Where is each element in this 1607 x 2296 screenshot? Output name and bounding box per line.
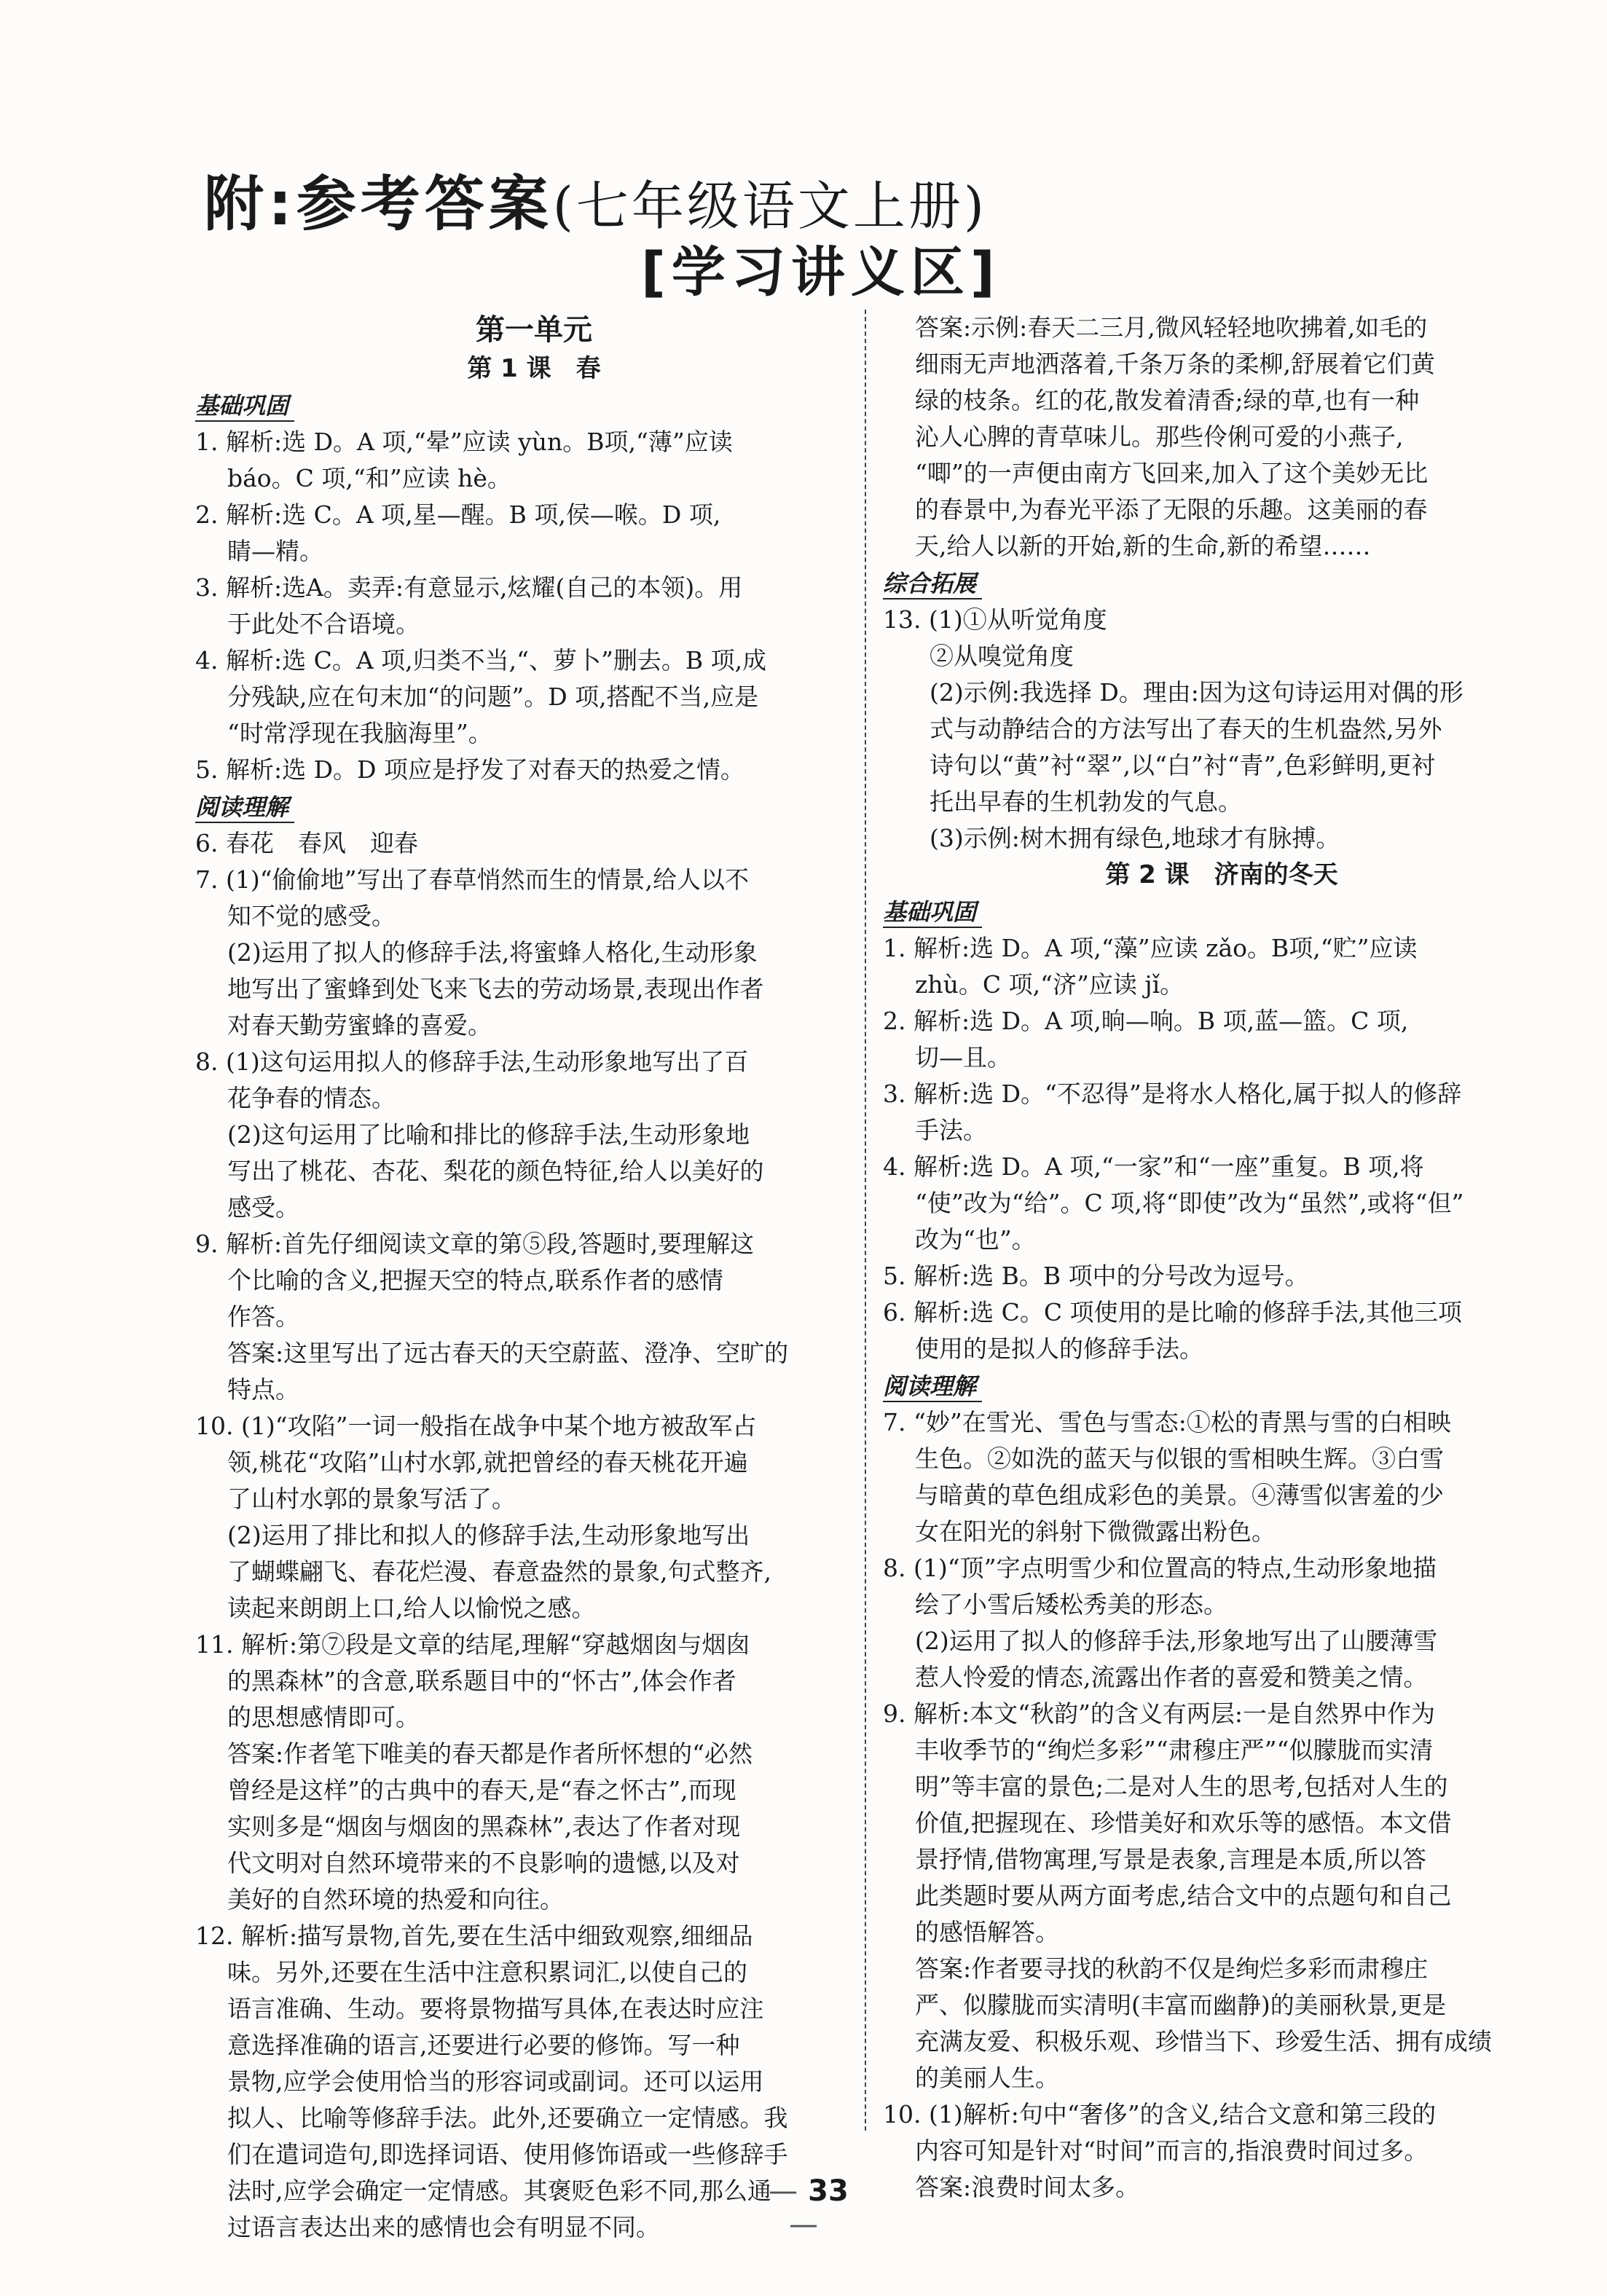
answer-line: 5. 解析:选 D。D 项应是抒发了对春天的热爱之情。 — [195, 755, 744, 784]
page-title: 附:参考答案(七年级语文上册) — [204, 170, 987, 239]
answer-line: 10. (1)“攻陷”一词一般指在战争中某个地方被敌军占 — [195, 1412, 757, 1440]
answer-line: 了山村水郭的景象写活了。 — [227, 1485, 516, 1513]
answer-line: 沁人心脾的青草味儿。那些伶俐可爱的小燕子, — [915, 422, 1404, 451]
answer-line: 充满友爱、积极乐观、珍惜当下、珍爱生活、拥有成绩 — [915, 2027, 1492, 2056]
answer-line: 13. (1)①从听觉角度 — [883, 605, 1107, 634]
answer-line: 12. 解析:描写景物,首先,要在生活中细致观察,细细品 — [195, 1922, 753, 1950]
lesson-title: 第 2 课 济南的冬天 — [1105, 860, 1338, 889]
answer-line: 与暗黄的草色组成彩色的美景。④薄雪似害羞的少 — [915, 1481, 1444, 1509]
answer-line: 拟人、比喻等修辞手法。此外,还要确立一定情感。我 — [227, 2104, 788, 2132]
answer-line: 领,桃花“攻陷”山村水郭,就把曾经的春天桃花开遍 — [227, 1448, 748, 1477]
answer-line: 8. (1)“顶”字点明雪少和位置高的特点,生动形象地描 — [883, 1554, 1437, 1582]
answer-line: 明”等丰富的景色;二是对人生的思考,包括对人生的 — [915, 1772, 1448, 1801]
answer-line: 代文明对自然环境带来的不良影响的遗憾,以及对 — [227, 1849, 740, 1877]
answer-line: 丰收季节的“绚烂多彩”“肃穆庄严”“似朦胧而实清 — [915, 1736, 1434, 1764]
answer-line: “唧”的一声便由南方飞回来,加入了这个美妙无比 — [915, 459, 1429, 487]
answer-line: (2)运用了拟人的修辞手法,将蜜蜂人格化,生动形象 — [227, 938, 758, 967]
answer-line: 7. (1)“偷偷地”写出了春草悄然而生的情景,给人以不 — [195, 865, 749, 894]
answer-line: 过语言表达出来的感情也会有明显不同。 — [227, 2213, 660, 2241]
answer-line: 感受。 — [227, 1193, 299, 1222]
answer-line: (2)运用了拟人的修辞手法,形象地写出了山腰薄雪 — [915, 1627, 1438, 1655]
answer-block — [883, 930, 1560, 1367]
answer-line: 绿的枝条。红的花,散发着清香;绿的草,也有一种 — [915, 386, 1420, 414]
lesson-title: 第 1 课 春 — [467, 354, 601, 383]
answer-block — [883, 1404, 1560, 2206]
answer-line: 手法。 — [915, 1116, 987, 1144]
answer-line: 8. (1)这句运用拟人的修辞手法,生动形象地写出了百 — [195, 1047, 749, 1076]
answer-line: 诗句以“黄”衬“翠”,以“白”衬“青”,色彩鲜明,更衬 — [930, 751, 1436, 779]
answer-block — [883, 602, 1560, 857]
answer-line: 的思想感情即可。 — [227, 1703, 420, 1731]
answer-line: 景物,应学会使用恰当的形容词或副词。还可以运用 — [227, 2067, 764, 2096]
answer-block — [195, 424, 873, 788]
answer-line: 托出早春的生机勃发的气息。 — [930, 787, 1242, 816]
answer-line: 答案:浪费时间太多。 — [915, 2173, 1140, 2201]
answer-line: 花争春的情态。 — [227, 1084, 396, 1112]
answer-line: 天,给人以新的开始,新的生命,新的希望…… — [915, 532, 1371, 560]
answer-line: 3. 解析:选 D。“不忍得”是将水人格化,属于拟人的修辞 — [883, 1080, 1462, 1108]
answer-line: 的美丽人生。 — [915, 2064, 1059, 2092]
answer-line: 曾经是这样”的古典中的春天,是“春之怀古”,而现 — [227, 1776, 736, 1804]
answer-line: 特点。 — [227, 1375, 299, 1404]
answer-line: 对春天勤劳蜜蜂的喜爱。 — [227, 1011, 492, 1039]
answer-line: zhù。C 项,“济”应读 jǐ。 — [915, 970, 1184, 999]
answer-line: 味。另外,还要在生活中注意积累词汇,以使自己的 — [227, 1958, 747, 1986]
answer-line: “时常浮现在我脑海里”。 — [227, 719, 492, 747]
answer-line: (3)示例:树木拥有绿色,地球才有脉搏。 — [930, 824, 1340, 852]
answer-line: (2)示例:我选择 D。理由:因为这句诗运用对偶的形 — [930, 678, 1463, 707]
answer-line: 实则多是“烟囱与烟囱的黑森林”,表达了作者对现 — [227, 1812, 741, 1841]
answer-line: ②从嗅觉角度 — [930, 642, 1074, 670]
answer-line: 9. 解析:本文“秋韵”的含义有两层:一是自然界中作为 — [883, 1699, 1435, 1728]
answer-line: 答案:示例:春天二三月,微风轻轻地吹拂着,如毛的 — [915, 313, 1428, 342]
section-heading: 基础巩固 — [883, 897, 982, 928]
answer-line: 4. 解析:选 C。A 项,归类不当,“、萝卜”删去。B 项,成 — [195, 646, 767, 675]
answer-line: 地写出了蜜蜂到处飞来飞去的劳动场景,表现出作者 — [227, 975, 764, 1003]
answer-line: 于此处不合语境。 — [227, 610, 420, 638]
answer-line: 2. 解析:选 C。A 项,星—醒。B 项,侯—喉。D 项, — [195, 500, 721, 529]
answer-line: 此类题时要从两方面考虑,结合文中的点题句和自己 — [915, 1882, 1452, 1910]
left-column — [195, 310, 873, 2246]
answer-line: 4. 解析:选 D。A 项,“一家”和“一座”重复。B 项,将 — [883, 1152, 1424, 1181]
answer-line: 惹人怜爱的情态,流露出作者的喜爱和赞美之情。 — [915, 1663, 1428, 1691]
answer-line: (2)这句运用了比喻和排比的修辞手法,生动形象地 — [227, 1120, 750, 1149]
answer-line: 价值,把握现在、珍惜美好和欢乐等的感悟。本文借 — [915, 1809, 1452, 1837]
answer-line: 作答。 — [227, 1302, 299, 1331]
answer-line: 5. 解析:选 B。B 项中的分号改为逗号。 — [883, 1262, 1309, 1290]
answer-line: 式与动静结合的方法写出了春天的生机盎然,另外 — [930, 715, 1442, 743]
answer-line: 6. 春花 春风 迎春 — [195, 829, 418, 857]
answer-line: 1. 解析:选 D。A 项,“藻”应读 zǎo。B项,“贮”应读 — [883, 934, 1418, 962]
answer-line: 内容可知是针对“时间”而言的,指浪费时间过多。 — [915, 2136, 1429, 2165]
answer-line: 的黑森林”的含意,联系题目中的“怀古”,体会作者 — [227, 1667, 736, 1695]
answer-line: 了蝴蝶翩飞、春花烂漫、春意盎然的景象,句式整齐, — [227, 1557, 771, 1586]
answer-line: 答案:作者要寻找的秋韵不仅是绚烂多彩而肃穆庄 — [915, 1954, 1429, 1983]
page-number: — 33— — [769, 2174, 849, 2241]
answer-line: báo。C 项,“和”应读 hè。 — [227, 464, 511, 492]
answer-line: 答案:这里写出了远古春天的天空蔚蓝、澄净、空旷的 — [227, 1339, 789, 1367]
section-heading: 阅读理解 — [883, 1372, 982, 1402]
answer-line: 1. 解析:选 D。A 项,“晕”应读 yùn。B项,“薄”应读 — [195, 428, 733, 456]
answer-line: 女在阳光的斜射下微微露出粉色。 — [915, 1517, 1276, 1546]
answer-line: 改为“也”。 — [915, 1225, 1036, 1254]
answer-line: 个比喻的含义,把握天空的特点,联系作者的感情 — [227, 1266, 723, 1294]
unit-title: 第一单元 — [476, 313, 592, 347]
answer-block — [195, 825, 873, 2246]
answer-line: (2)运用了排比和拟人的修辞手法,生动形象地写出 — [227, 1521, 750, 1549]
answer-line: 6. 解析:选 C。C 项使用的是比喻的修辞手法,其他三项 — [883, 1298, 1463, 1326]
answer-line: 景抒情,借物寓理,写景是表象,言理是本质,所以答 — [915, 1845, 1426, 1874]
answer-block — [883, 310, 1560, 565]
answer-line: 绘了小雪后矮松秀美的形态。 — [915, 1590, 1227, 1619]
answer-line: “使”改为“给”。C 项,将“即使”改为“虽然”,或将“但” — [915, 1189, 1464, 1217]
section-heading: 综合拓展 — [883, 569, 982, 599]
answer-line: 法时,应学会确定一定情感。其褒贬色彩不同,那么通 — [227, 2177, 771, 2205]
answer-line: 3. 解析:选A。卖弄:有意显示,炫耀(自己的本领)。用 — [195, 573, 743, 602]
answer-line: 细雨无声地洒落着,千条万条的柔柳,舒展着它们黄 — [915, 350, 1435, 378]
answer-line: 写出了桃花、杏花、梨花的颜色特征,给人以美好的 — [227, 1157, 764, 1185]
answer-line: 的春景中,为春光平添了无限的乐趣。这美丽的春 — [915, 495, 1428, 524]
answer-line: 严、似朦胧而实清明(丰富而幽静)的美丽秋景,更是 — [915, 1991, 1447, 2019]
answer-line: 的感悟解答。 — [915, 1918, 1059, 1946]
answer-line: 们在遣词造句,即选择词语、使用修饰语或一些修辞手 — [227, 2140, 788, 2169]
answer-line: 睛—精。 — [227, 537, 323, 565]
section-heading: 阅读理解 — [195, 793, 294, 823]
answer-line: 10. (1)解析:句中“奢侈”的含义,结合文意和第三段的 — [883, 2100, 1437, 2128]
answer-line: 美好的自然环境的热爱和向往。 — [227, 1885, 564, 1914]
answer-line: 7. “妙”在雪光、雪色与雪态:①松的青黑与雪的白相映 — [883, 1408, 1451, 1436]
answer-line: 读起来朗朗上口,给人以愉悦之感。 — [227, 1594, 596, 1622]
answer-line: 答案:作者笔下唯美的春天都是作者所怀想的“必然 — [227, 1739, 753, 1768]
answer-line: 11. 解析:第⑦段是文章的结尾,理解“穿越烟囱与烟囱 — [195, 1630, 750, 1659]
right-column — [883, 310, 1560, 2206]
answer-line: 切—且。 — [915, 1043, 1011, 1072]
section-heading: 基础巩固 — [195, 391, 294, 422]
page-subtitle: [学习讲义区] — [641, 241, 1001, 304]
answer-line: 2. 解析:选 D。A 项,晌—响。B 项,蓝—篮。C 项, — [883, 1007, 1409, 1035]
answer-line: 生色。②如洗的蓝天与似银的雪相映生辉。③白雪 — [915, 1444, 1444, 1473]
answer-line: 9. 解析:首先仔细阅读文章的第⑤段,答题时,要理解这 — [195, 1230, 755, 1258]
answer-line: 语言准确、生动。要将景物描写具体,在表达时应注 — [227, 1994, 764, 2023]
answer-line: 知不觉的感受。 — [227, 902, 396, 930]
answer-line: 使用的是拟人的修辞手法。 — [915, 1334, 1203, 1363]
answer-line: 分残缺,应在句末加“的问题”。D 项,搭配不当,应是 — [227, 683, 759, 711]
answer-line: 意选择准确的语言,还要进行必要的修饰。写一种 — [227, 2031, 740, 2059]
